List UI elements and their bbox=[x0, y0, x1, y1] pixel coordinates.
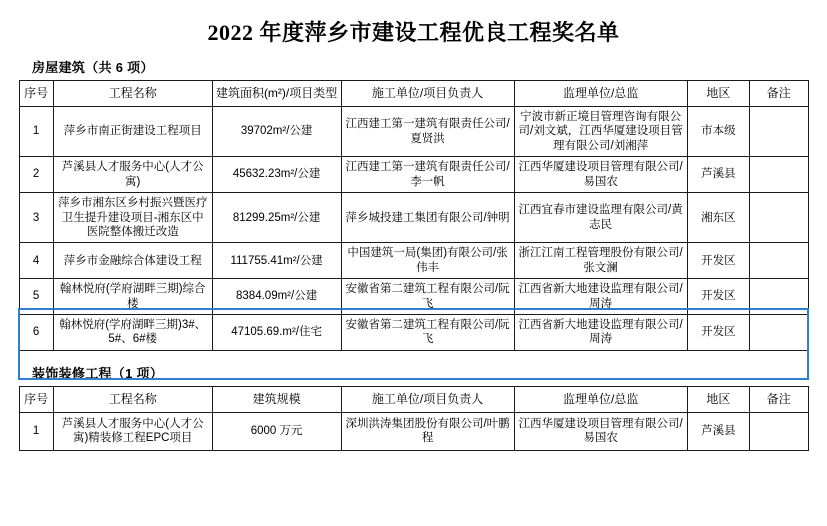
cell-project-name: 翰林悦府(学府湖畔三期)综合楼 bbox=[53, 279, 212, 315]
page-title: 2022 年度萍乡市建设工程优良工程奖名单 bbox=[207, 20, 620, 45]
col-supervisor: 监理单位/总监 bbox=[514, 386, 687, 412]
cell-region: 开发区 bbox=[687, 243, 749, 279]
cell-region: 芦溪县 bbox=[687, 157, 749, 193]
cell-supervisor: 江西宜春市建设监理有限公司/黄志民 bbox=[514, 193, 687, 243]
cell-remark bbox=[750, 315, 808, 351]
table-header-row bbox=[19, 81, 808, 107]
cell-region: 芦溪县 bbox=[687, 412, 749, 450]
cell-contractor: 萍乡城投建工集团有限公司/钟明 bbox=[341, 193, 514, 243]
cell-supervisor: 江西省新大地建设监理有限公司/周涛 bbox=[514, 279, 687, 315]
cell-project-name: 萍乡市湘东区乡村振兴暨医疗卫生提升建设项目-湘东区中医院整体搬迁改造 bbox=[53, 193, 212, 243]
cell-area: 45632.23m²/公建 bbox=[212, 157, 341, 193]
col-region: 地区 bbox=[687, 386, 749, 412]
cell-index: 5 bbox=[19, 279, 53, 315]
cell-area: 111755.41m²/公建 bbox=[212, 243, 341, 279]
cell-project-name: 翰林悦府(学府湖畔三期)3#、5#、6#楼 bbox=[53, 315, 212, 351]
table-row bbox=[19, 243, 808, 279]
col-region: 地区 bbox=[687, 81, 749, 107]
cell-index: 6 bbox=[19, 315, 53, 351]
col-area: 建筑面积(m²)/项目类型 bbox=[212, 81, 341, 107]
cell-project-name: 芦溪县人才服务中心(人才公寓) bbox=[53, 157, 212, 193]
cell-region: 市本级 bbox=[687, 107, 749, 157]
cell-remark bbox=[750, 107, 808, 157]
col-project-name: 工程名称 bbox=[53, 81, 212, 107]
table-row bbox=[19, 315, 808, 351]
section-heading-decoration: 装饰装修工程（1 项） bbox=[32, 365, 164, 381]
cell-supervisor: 宁波市新正境目管理咨询有限公司/刘文斌，江西华厦建设项目管理有限公司/刘湘萍 bbox=[514, 107, 687, 157]
cell-scale: 6000 万元 bbox=[212, 412, 341, 450]
cell-area: 39702m²/公建 bbox=[212, 107, 341, 157]
cell-remark bbox=[750, 412, 808, 450]
table-row bbox=[19, 193, 808, 243]
cell-remark bbox=[750, 279, 808, 315]
col-scale: 建筑规模 bbox=[212, 386, 341, 412]
table-row bbox=[19, 107, 808, 157]
cell-project-name: 萍乡市南正街建设工程项目 bbox=[53, 107, 212, 157]
col-index: 序号 bbox=[19, 386, 53, 412]
cell-project-name: 芦溪县人才服务中心(人才公寓)精装修工程EPC项目 bbox=[53, 412, 212, 450]
cell-region: 开发区 bbox=[687, 279, 749, 315]
cell-index: 1 bbox=[19, 412, 53, 450]
cell-contractor: 深圳洪涛集团股份有限公司/叶鹏程 bbox=[341, 412, 514, 450]
cell-contractor: 安徽省第二建筑工程有限公司/阮飞 bbox=[341, 315, 514, 351]
section-spacer bbox=[18, 351, 809, 363]
col-contractor: 施工单位/项目负责人 bbox=[341, 81, 514, 107]
col-contractor: 施工单位/项目负责人 bbox=[341, 386, 514, 412]
cell-region: 湘东区 bbox=[687, 193, 749, 243]
col-remark: 备注 bbox=[750, 81, 808, 107]
cell-area: 47105.69.m²/住宅 bbox=[212, 315, 341, 351]
cell-index: 3 bbox=[19, 193, 53, 243]
cell-remark bbox=[750, 243, 808, 279]
table-row bbox=[19, 279, 808, 315]
cell-remark bbox=[750, 157, 808, 193]
section-heading-housing: 房屋建筑（共 6 项） bbox=[32, 60, 154, 75]
cell-region: 开发区 bbox=[687, 315, 749, 351]
cell-supervisor: 江西华厦建设项目管理有限公司/易国农 bbox=[514, 157, 687, 193]
table-housing bbox=[19, 80, 809, 351]
table-row bbox=[19, 157, 808, 193]
table-header-row bbox=[19, 386, 808, 412]
cell-index: 4 bbox=[19, 243, 53, 279]
cell-index: 2 bbox=[19, 157, 53, 193]
col-remark: 备注 bbox=[750, 386, 808, 412]
cell-contractor: 江西建工第一建筑有限责任公司/夏贤洪 bbox=[341, 107, 514, 157]
cell-supervisor: 江西华厦建设项目管理有限公司/易国农 bbox=[514, 412, 687, 450]
cell-index: 1 bbox=[19, 107, 53, 157]
cell-project-name: 萍乡市金融综合体建设工程 bbox=[53, 243, 212, 279]
col-index: 序号 bbox=[19, 81, 53, 107]
cell-contractor: 安徽省第二建筑工程有限公司/阮飞 bbox=[341, 279, 514, 315]
cell-supervisor: 江西省新大地建设监理有限公司/周涛 bbox=[514, 315, 687, 351]
table-row bbox=[19, 412, 808, 450]
col-supervisor: 监理单位/总监 bbox=[514, 81, 687, 107]
cell-contractor: 中国建筑一局(集团)有限公司/张伟丰 bbox=[341, 243, 514, 279]
table-decoration bbox=[19, 386, 809, 451]
cell-area: 81299.25m²/公建 bbox=[212, 193, 341, 243]
cell-area: 8384.09m²/公建 bbox=[212, 279, 341, 315]
cell-contractor: 江西建工第一建筑有限责任公司/李一帆 bbox=[341, 157, 514, 193]
cell-remark bbox=[750, 193, 808, 243]
col-project-name: 工程名称 bbox=[53, 386, 212, 412]
cell-supervisor: 浙江江南工程管理股份有限公司/张文澜 bbox=[514, 243, 687, 279]
